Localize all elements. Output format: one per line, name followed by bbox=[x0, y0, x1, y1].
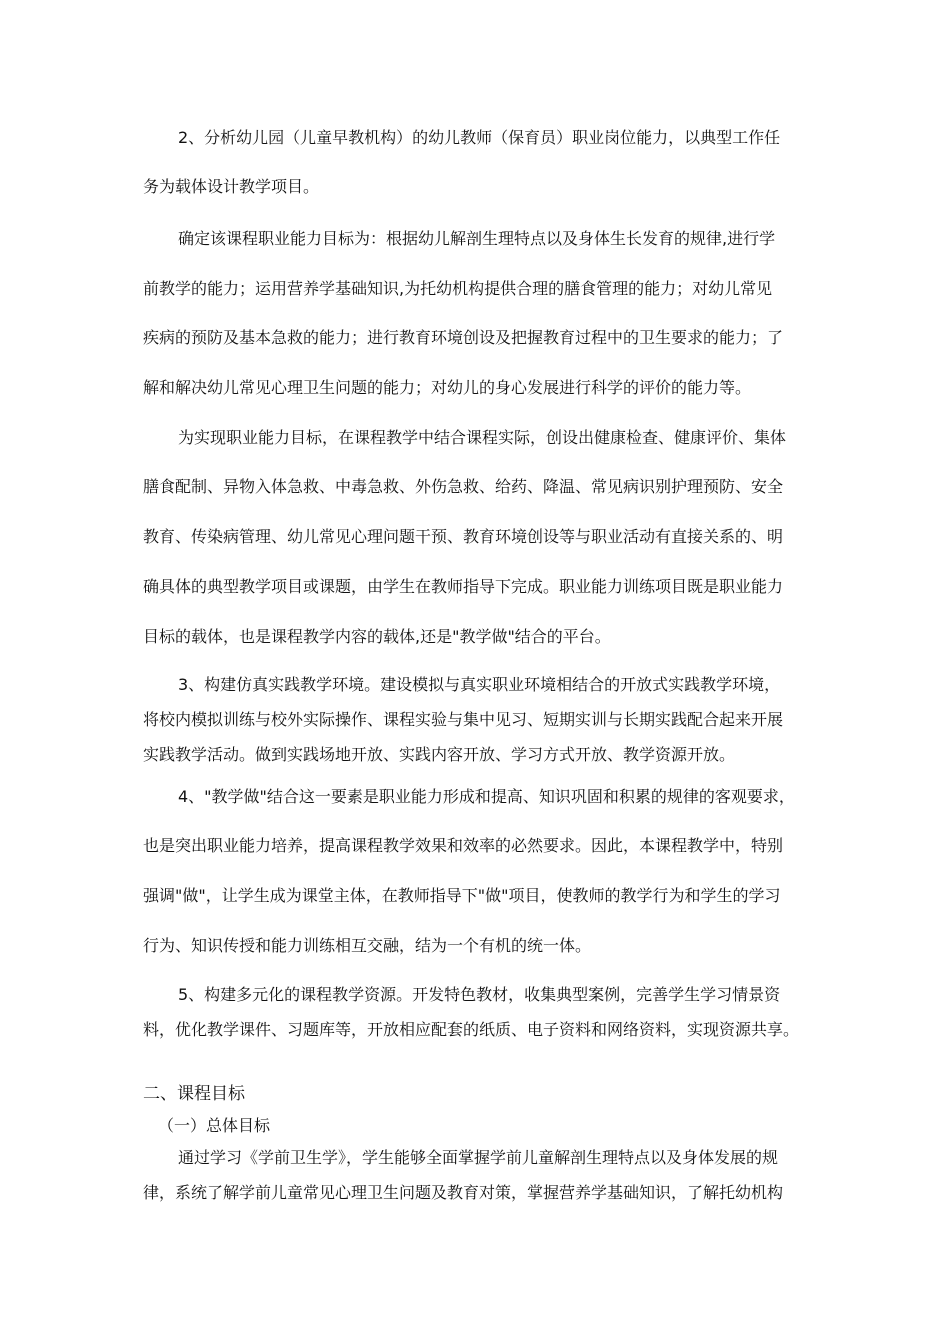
subsection-heading: （一）总体目标 bbox=[158, 1116, 271, 1135]
paragraph-line: 5、构建多元化的课程教学资源。开发特色教材，收集典型案例，完善学生学习情景资 bbox=[178, 985, 781, 1004]
paragraph-line: 教育、传染病管理、幼儿常见心理问题干预、教育环境创设等与职业活动有直接关系的、明 bbox=[143, 527, 784, 546]
paragraph-line: 实践教学活动。做到实践场地开放、实践内容开放、学习方式开放、教学资源开放。 bbox=[143, 745, 736, 764]
section-heading: 二、课程目标 bbox=[143, 1084, 245, 1104]
paragraph-line: 将校内模拟训练与校外实际操作、课程实验与集中见习、短期实训与长期实践配合起来开展 bbox=[143, 710, 784, 729]
paragraph-line: 律，系统了解学前儿童常见心理卫生问题及教育对策，掌握营养学基础知识，了解托幼机构 bbox=[143, 1183, 784, 1202]
paragraph-line: 强调"做"，让学生成为课堂主体，在教师指导下"做"项目，使教师的教学行为和学生的学习 bbox=[143, 886, 781, 905]
paragraph-line: 为实现职业能力目标，在课程教学中结合课程实际，创设出健康检查、健康评价、集体 bbox=[178, 428, 787, 447]
paragraph-line: 料，优化教学课件、习题库等，开放相应配套的纸质、电子资料和网络资料，实现资源共享。 bbox=[143, 1020, 800, 1039]
paragraph-line: 3、构建仿真实践教学环境。建设模拟与真实职业环境相结合的开放式实践教学环境， bbox=[178, 675, 781, 694]
paragraph-line: 通过学习《学前卫生学》，学生能够全面掌握学前儿童解剖生理特点以及身体发展的规 bbox=[178, 1148, 779, 1167]
paragraph-line: 确定该课程职业能力目标为：根据幼儿解剖生理特点以及身体生长发育的规律,进行学 bbox=[178, 229, 776, 248]
paragraph-line: 也是突出职业能力培养，提高课程教学效果和效率的必然要求。因此，本课程教学中，特别 bbox=[143, 836, 784, 855]
paragraph-line: 确具体的典型教学项目或课题，由学生在教师指导下完成。职业能力训练项目既是职业能力 bbox=[143, 577, 784, 596]
paragraph-line: 2、分析幼儿园（儿童早教机构）的幼儿教师（保育员）职业岗位能力，以典型工作任 bbox=[178, 128, 781, 147]
paragraph-line: 前教学的能力；运用营养学基础知识,为托幼机构提供合理的膳食管理的能力；对幼儿常见 bbox=[143, 279, 773, 298]
paragraph-line: 膳食配制、异物入体急救、中毒急救、外伤急救、给药、降温、常见病识别护理预防、安全 bbox=[143, 477, 784, 496]
paragraph-line: 务为载体设计教学项目。 bbox=[143, 177, 320, 196]
paragraph-line: 解和解决幼儿常见心理卫生问题的能力；对幼儿的身心发展进行科学的评价的能力等。 bbox=[143, 378, 752, 397]
paragraph-line: 行为、知识传授和能力训练相互交融，结为一个有机的统一体。 bbox=[143, 936, 592, 955]
paragraph-line: 目标的载体，也是课程教学内容的载体,还是"教学做"结合的平台。 bbox=[143, 627, 611, 646]
paragraph-line: 4、"教学做"结合这一要素是职业能力形成和提高、知识巩固和积累的规律的客观要求， bbox=[178, 787, 795, 806]
paragraph-line: 疾病的预防及基本急救的能力；进行教育环境创设及把握教育过程中的卫生要求的能力；了 bbox=[143, 328, 784, 347]
